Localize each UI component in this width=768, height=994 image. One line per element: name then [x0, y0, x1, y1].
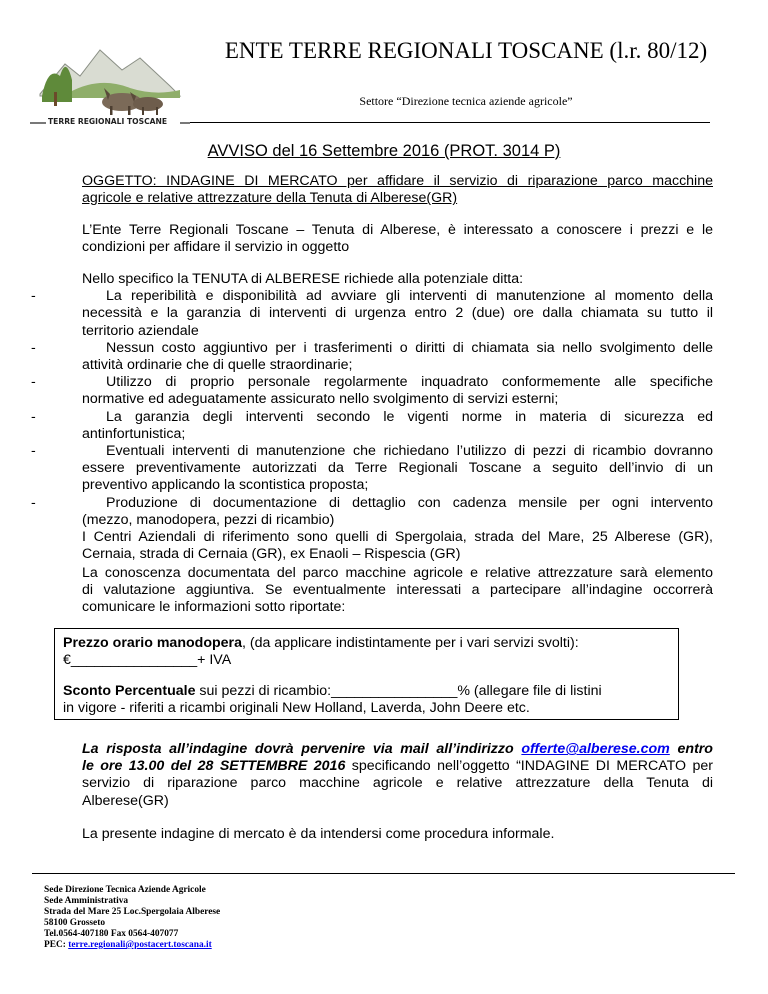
- labor-text: , (da applicare indistintamente per i vari servizi svolti):: [241, 635, 579, 651]
- response-line: Alberese(GR): [82, 792, 169, 809]
- list-dash: -: [31, 494, 36, 511]
- list-item: [31, 288, 713, 340]
- response-line: [82, 758, 713, 775]
- pec-label: PEC:: [44, 940, 69, 950]
- footer-line: Tel.0564-407180 Fax 0564-407077: [44, 929, 179, 939]
- header-divider: [190, 122, 710, 123]
- list-line: Produzione di documentazione di dettaglio con cadenza mensile per ogni intervento: [106, 494, 713, 511]
- response-deadline-rest: specificando nell’oggetto “INDAGINE DI MERCATO per: [345, 758, 713, 775]
- list-item: [31, 408, 713, 443]
- knowledge-line: comunicare le informazioni sotto riportate:: [82, 599, 346, 616]
- list-dash: -: [31, 288, 36, 305]
- labor-line: [63, 635, 579, 652]
- list-line: attività ordinarie che di quelle straordinarie;: [82, 357, 353, 374]
- landscape-logo-icon: [30, 36, 190, 128]
- footer-line: Strada del Mare 25 Loc.Spergolaia Alberese: [44, 907, 221, 917]
- list-dash: -: [31, 374, 36, 391]
- subject-line: OGGETTO: INDAGINE DI MERCATO per affidare il servizio di riparazione parco macchine: [82, 173, 713, 189]
- discount-line: [63, 683, 602, 700]
- labor-price-field[interactable]: €________________+ IVA: [63, 652, 232, 668]
- discount-label: Sconto Percentuale: [63, 683, 196, 699]
- centers-line: I Centri Aziendali di riferimento sono quelli di Spergolaia, strada del Mare, 25 Alberese (GR),: [82, 529, 713, 546]
- footer-line: Sede Direzione Tecnica Aziende Agricole: [44, 885, 206, 895]
- intro-line: L’Ente Terre Regionali Toscane – Tenuta di Alberese, è interessato a conoscere i prezzi e le: [82, 222, 713, 238]
- pec-email-link[interactable]: terre.regionali@postacert.toscana.it: [68, 940, 212, 950]
- list-line: antinfortunistica;: [82, 425, 186, 442]
- list-line: Nessun costo aggiuntivo per i trasferimenti o diritti di chiamata sia nello svolgimento delle: [106, 339, 713, 356]
- informal-procedure-note: La presente indagine di mercato è da intendersi come procedura informale.: [82, 826, 555, 842]
- offer-email-link[interactable]: offerte@alberese.com: [521, 741, 670, 757]
- response-paragraph: [82, 741, 713, 810]
- notice-title: AVVISO del 16 Settembre 2016 (PROT. 3014 P): [207, 142, 561, 160]
- list-item: [31, 339, 713, 374]
- labor-label: Prezzo orario manodopera: [63, 635, 242, 651]
- list-item: [31, 374, 713, 408]
- list-dash: -: [31, 408, 36, 425]
- response-deadline: le ore 13.00 del 28 SETTEMBRE 2016: [82, 758, 346, 775]
- list-line: Utilizzo di proprio personale regolarmente inquadrato conformemente alle specifiche: [106, 374, 713, 391]
- knowledge-line: di valutazione aggiuntiva. Se eventualmente interessati a partecipare all’indagine occorrerà: [82, 582, 713, 599]
- response-lead: La risposta all’indagine dovrà pervenire via mail all’indirizzo: [82, 741, 514, 757]
- footer-pec: [44, 940, 212, 951]
- subject-paragraph: [82, 173, 713, 207]
- discount-note: in vigore - riferiti a ricambi originali New Holland, Laverda, John Deere etc.: [63, 700, 530, 716]
- requirements-section: [31, 271, 713, 563]
- list-line: necessità e la garanzia di interventi di urgenza entro 2 (due) ore dalla chiamata su tutto il: [82, 305, 713, 322]
- response-entro: entro: [669, 741, 713, 757]
- logo-text: TERRE REGIONALI TOSCANE: [48, 117, 168, 126]
- footer-line: Sede Amministrativa: [44, 896, 129, 906]
- footer-line: 58100 Grosseto: [44, 918, 106, 928]
- list-line: preventivo applicando la scontistica proposta;: [82, 477, 369, 494]
- footer-divider: [32, 873, 735, 874]
- requirements-lead: Nello specifico la TENUTA di ALBERESE richiede alla potenziale ditta:: [82, 271, 524, 287]
- sector-subtitle: Settore “Direzione tecnica aziende agricole”: [359, 94, 573, 108]
- intro-paragraph: [82, 222, 713, 256]
- list-item: [31, 494, 713, 529]
- intro-line: condizioni per affidare il servizio in oggetto: [82, 239, 350, 256]
- list-line: (mezzo, manodopera, pezzi di ricambio): [82, 511, 335, 528]
- organization-logo: [30, 36, 190, 128]
- subject-line: agricole e relative attrezzature della Tenuta di Alberese(GR): [82, 190, 458, 207]
- list-line: La garanzia degli interventi secondo le vigenti norme in materia di sicurezza ed: [106, 408, 713, 425]
- organization-title: ENTE TERRE REGIONALI TOSCANE (l.r. 80/12): [224, 38, 708, 63]
- list-line: La reperibilità e disponibilità ad avviare gli interventi di manutenzione al momento della: [106, 288, 713, 305]
- list-line: Eventuali interventi di manutenzione che richiedano l’utilizzo di pezzi di ricambio dovranno: [106, 443, 713, 460]
- price-form-box: [54, 628, 679, 720]
- list-item: [31, 443, 713, 495]
- knowledge-line: La conoscenza documentata del parco macchine agricole e relative attrezzature sarà elemento: [82, 565, 713, 581]
- list-line: essere preventivamente autorizzati da Terre Regionali Toscane a seguito dell’invio di un: [82, 460, 713, 477]
- list-dash: -: [31, 339, 36, 356]
- list-line: normative ed adeguatamente assicurato nello svolgimento di servizi esterni;: [82, 391, 559, 408]
- list-line: territorio aziendale: [82, 322, 199, 339]
- discount-field[interactable]: sui pezzi di ricambio:________________% (allegare file di listini: [195, 683, 602, 699]
- list-dash: -: [31, 443, 36, 460]
- centers-line: Cernaia, strada di Cernaia (GR), ex Enaoli – Rispescia (GR): [82, 546, 461, 563]
- response-line: servizio di riparazione parco macchine agricole e relative attrezzature della Tenuta di: [82, 775, 713, 792]
- response-line: [82, 741, 713, 758]
- knowledge-paragraph: [82, 565, 713, 617]
